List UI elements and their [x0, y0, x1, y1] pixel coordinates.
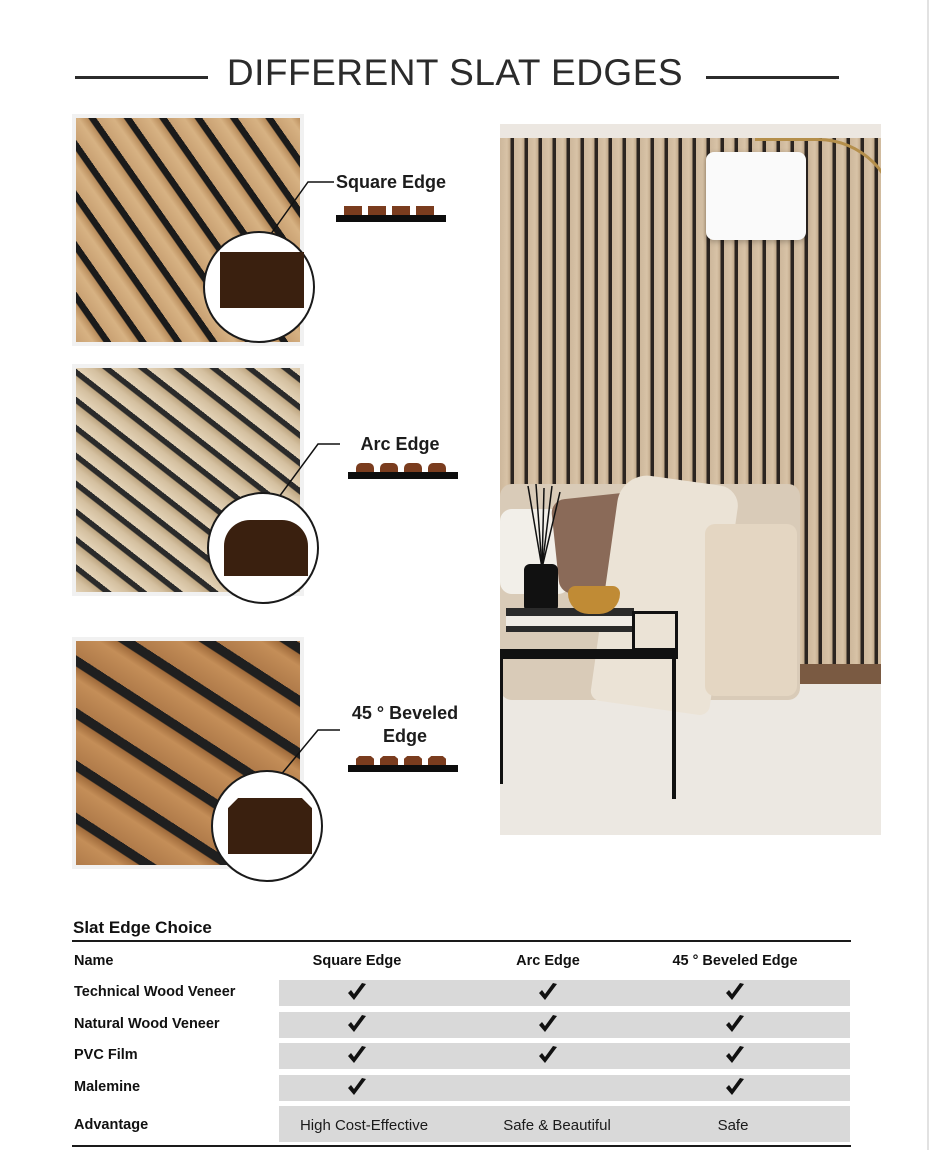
row-label: Natural Wood Veneer — [74, 1016, 220, 1032]
title-rule-left — [75, 76, 208, 79]
check-icon — [724, 1013, 746, 1035]
advantage-cell: High Cost-Effective — [299, 1117, 429, 1134]
row-label: Technical Wood Veneer — [74, 984, 236, 1000]
square-edge-strip-icon — [336, 204, 446, 222]
check-icon — [346, 1076, 368, 1098]
square-profile-shape — [220, 252, 304, 308]
beveled-edge-label — [340, 702, 470, 748]
header-arc-edge: Arc Edge — [516, 953, 580, 969]
row-label: Malemine — [74, 1079, 141, 1095]
beveled-profile-shape — [228, 798, 312, 854]
living-room-photo — [500, 124, 881, 835]
page-title: DIFFERENT SLAT EDGES — [226, 52, 684, 93]
arc-edge-label: Arc Edge — [360, 434, 440, 454]
check-icon — [537, 1044, 559, 1066]
beveled-edge-strip-icon — [348, 754, 458, 772]
check-icon — [724, 981, 746, 1003]
arc-profile-shape — [224, 520, 308, 576]
advantage-cell: Safe & Beautiful — [503, 1117, 611, 1134]
check-icon — [537, 981, 559, 1003]
check-icon — [346, 1013, 368, 1035]
check-icon — [724, 1076, 746, 1098]
table-title: Slat Edge Choice — [73, 918, 212, 937]
table-bottom-rule — [72, 1145, 851, 1147]
beveled-edge-zoom — [211, 770, 323, 882]
page-edge — [927, 0, 929, 1150]
beveled-edge-label-line1: 45 ° Beveled — [351, 703, 459, 723]
header-beveled-edge: 45 ° Beveled Edge — [672, 953, 798, 969]
table-top-rule — [72, 940, 851, 942]
header-name: Name — [74, 953, 114, 969]
check-icon — [346, 981, 368, 1003]
header-square-edge: Square Edge — [312, 953, 402, 969]
title-rule-right — [706, 76, 839, 79]
advantage-cell: Safe — [717, 1117, 749, 1134]
check-icon — [346, 1044, 368, 1066]
beveled-edge-label-line2: Edge — [382, 726, 427, 746]
check-icon — [724, 1044, 746, 1066]
square-edge-zoom — [203, 231, 315, 343]
advantage-label: Advantage — [74, 1117, 149, 1133]
row-label: PVC Film — [74, 1047, 138, 1063]
arc-edge-strip-icon — [348, 461, 458, 479]
square-edge-label: Square Edge — [336, 172, 447, 192]
check-icon — [537, 1013, 559, 1035]
arc-edge-zoom — [207, 492, 319, 604]
